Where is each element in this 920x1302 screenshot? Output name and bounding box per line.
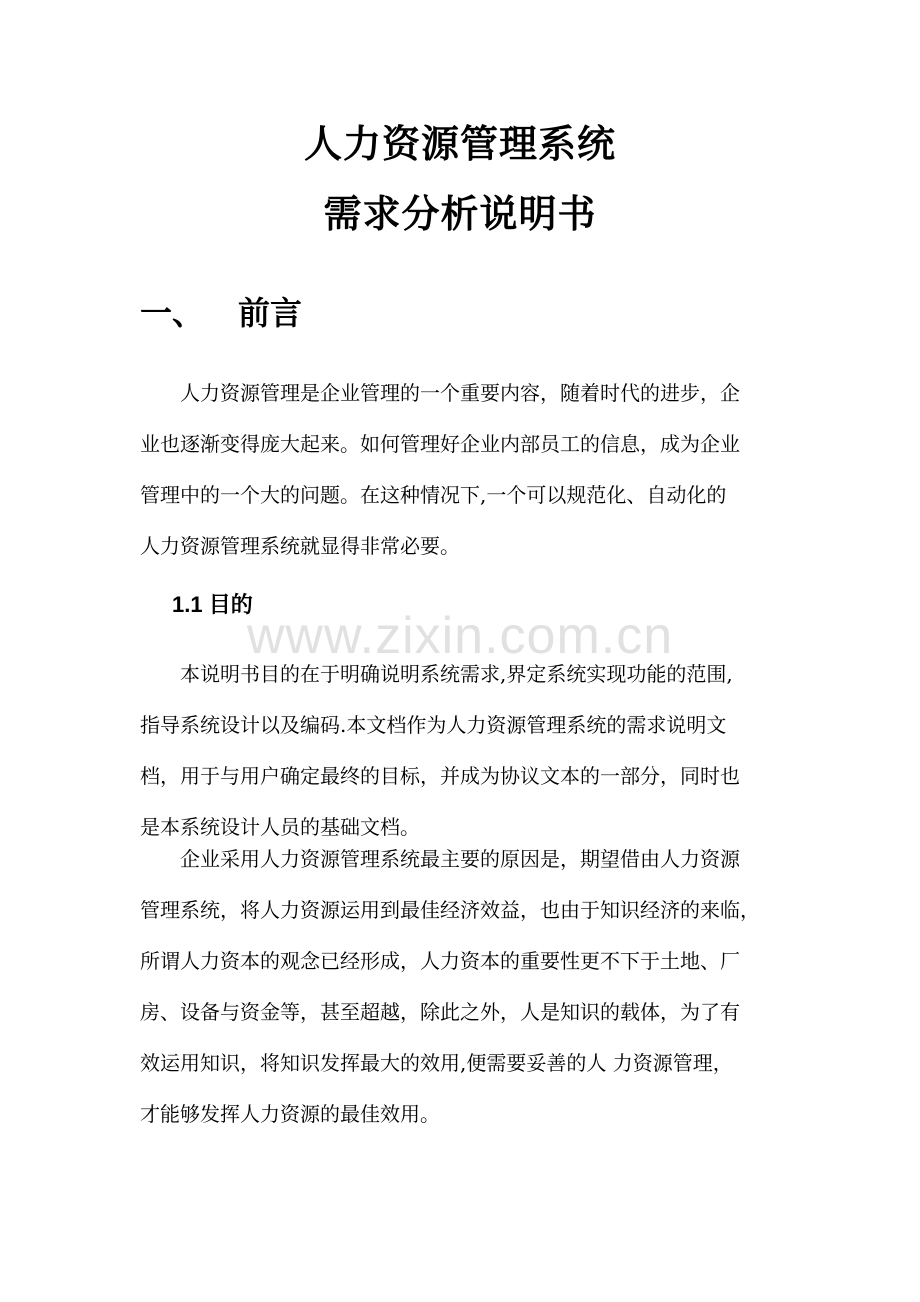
paragraph-line: 业也逐渐变得庞大起来。如何管理好企业内部员工的信息，成为企业 bbox=[140, 432, 740, 456]
paragraph-line: 人力资源管理是企业管理的一个重要内容，随着时代的进步，企 bbox=[180, 381, 740, 405]
document-subtitle: 需求分析说明书 bbox=[323, 192, 597, 236]
watermark-text: www.zixin.com.cn bbox=[246, 607, 674, 665]
paragraph-line: 才能够发挥人力资源的最佳效用。 bbox=[140, 1102, 440, 1126]
document-title: 人力资源管理系统 bbox=[303, 122, 616, 166]
purpose-paragraph-2 bbox=[140, 834, 780, 1140]
paragraph-line: 房、设备与资金等，甚至超越，除此之外，人是知识的载体，为了有 bbox=[140, 1000, 740, 1024]
paragraph-line: 指导系统设计以及编码.本文档作为人力资源管理系统的需求说明文 bbox=[140, 713, 727, 737]
paragraph-line: 是本系统设计人员的基础文档。 bbox=[140, 815, 420, 839]
purpose-paragraph-1 bbox=[140, 649, 780, 853]
paragraph-line: 人力资源管理系统就显得非常必要。 bbox=[140, 534, 460, 558]
section-number: 一、 bbox=[140, 294, 205, 332]
paragraph-line: 本说明书目的在于明确说明系统需求,界定系统实现功能的范围, bbox=[180, 662, 733, 686]
section-title: 前言 bbox=[238, 294, 303, 332]
paragraph-line: 管理系统，将人力资源运用到最佳经济效益，也由于知识经济的来临， bbox=[140, 898, 760, 922]
subsection-heading-purpose: 1.1 目的 bbox=[172, 592, 253, 617]
paragraph-line: 档，用于与用户确定最终的目标，并成为协议文本的一部分，同时也 bbox=[140, 764, 740, 788]
paragraph-line: 所谓人力资本的观念已经形成，人力资本的重要性更不下于土地、厂 bbox=[140, 949, 740, 973]
preface-paragraph bbox=[140, 368, 780, 572]
paragraph-line: 管理中的一个大的问题。在这种情况下,一个可以规范化、自动化的 bbox=[140, 483, 727, 507]
section-heading-preface bbox=[140, 290, 302, 340]
paragraph-line: 效运用知识，将知识发挥最大的效用,便需要妥善的人 力资源管理， bbox=[140, 1051, 733, 1075]
paragraph-line: 企业采用人力资源管理系统最主要的原因是，期望借由人力资源 bbox=[180, 847, 740, 871]
